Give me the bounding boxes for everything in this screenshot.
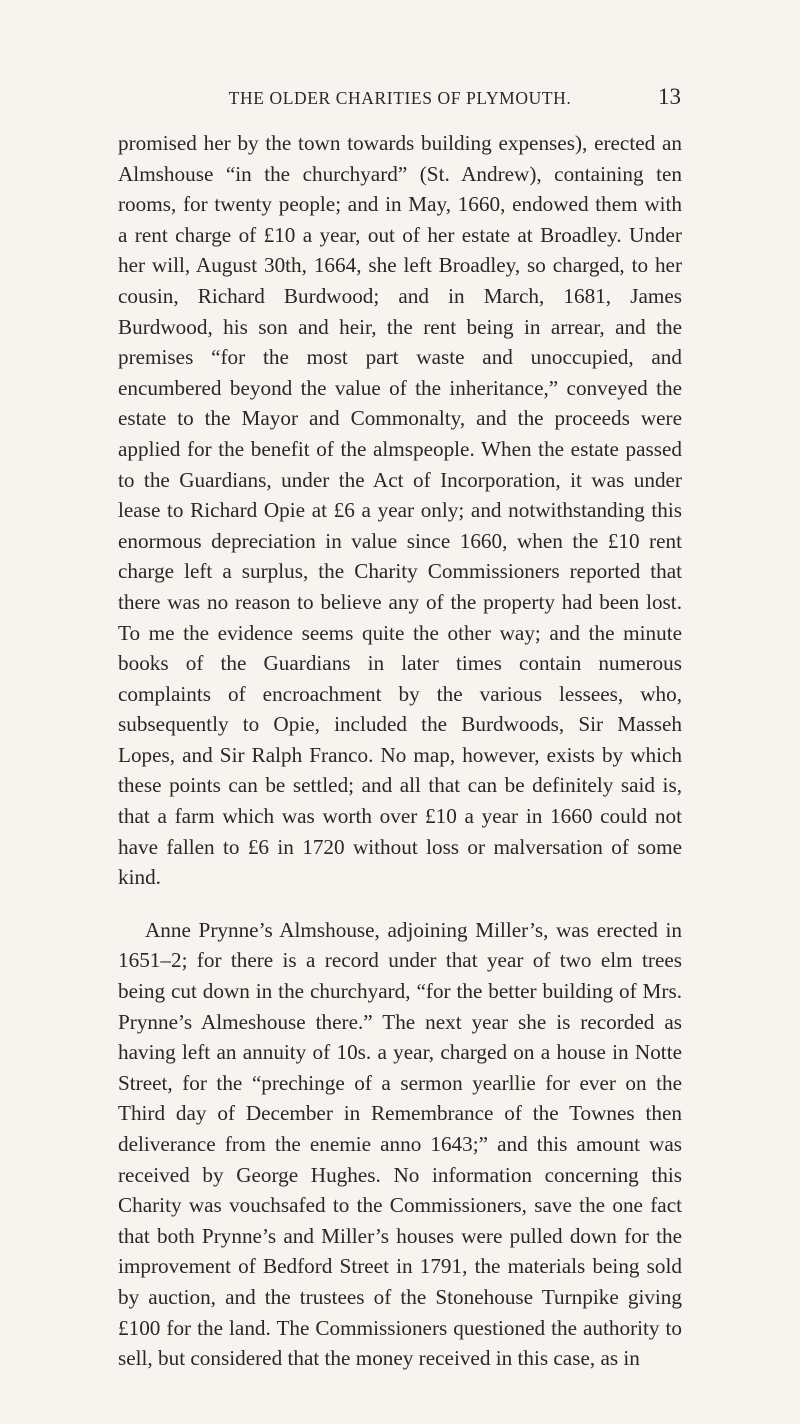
running-title: THE OLDER CHARITIES OF PLYMOUTH.: [228, 88, 572, 108]
running-head: [0, 84, 800, 118]
body-text: [118, 128, 682, 1374]
paragraph: Anne Prynne’s Almshouse, adjoining Miller’s, was erected in 1651–2; for there is a record under that year of two elm trees being cut down in the churchyard, “for the better building of Mrs. Prynne’s Almeshouse there.” The next year she is recorded as having left an annuity of 10s. a year, charged on a house in Notte Street, for the “prechinge of a sermon yearllie for ever on the Third day of December in Remembrance of the Townes then deliverance from the enemie anno 1643;” and this amount was received by George Hughes. No information concerning this Charity was vouchsafed to the Commissioners, save the one fact that both Prynne’s and Miller’s houses were pulled down for the improvement of Bedford Street in 1791, the materials being sold by auction, and the trustees of the Stonehouse Turnpike giving £100 for the land. The Commissioners questioned the authority to sell, but considered that the money received in this case, as in: [118, 917, 682, 1371]
page-number: 13: [658, 84, 681, 109]
paragraph: promised her by the town towards building expenses), erected an Almshouse “in the churchyard” (St. Andrew), containing ten rooms, for twenty people; and in May, 1660, endowed them with a rent charge of £10 a year, out of her estate at Broadley. Under her will, August 30th, 1664, she left Broadley, so charged, to her cousin, Richard Burdwood; and in March, 1681, James Burdwood, his son and heir, the rent being in arrear, and the premises “for the most part waste and unoccupied, and encumbered beyond the value of the inheritance,” conveyed the estate to the Mayor and Commonalty, and the proceeds were applied for the benefit of the almspeople. When the estate passed to the Guardians, under the Act of Incorporation, it was under lease to Richard Opie at £6 a year only; and notwithstanding this enormous depreciation in value since 1660, when the £10 rent charge left a surplus, the Charity Commissioners reported that there was no reason to believe any of the property had been lost. To me the evidence seems quite the other way; and the minute books of the Guardians in later times contain numerous complaints of encroachment by the various lessees, who, subsequently to Opie, included the Burdwoods, Sir Masseh Lopes, and Sir Ralph Franco. No map, however, exists by which these points can be settled; and all that can be definitely said is, that a farm which was worth over £10 a year in 1660 could not have fallen to £6 in 1720 without loss or malversation of some kind.: [118, 131, 682, 890]
